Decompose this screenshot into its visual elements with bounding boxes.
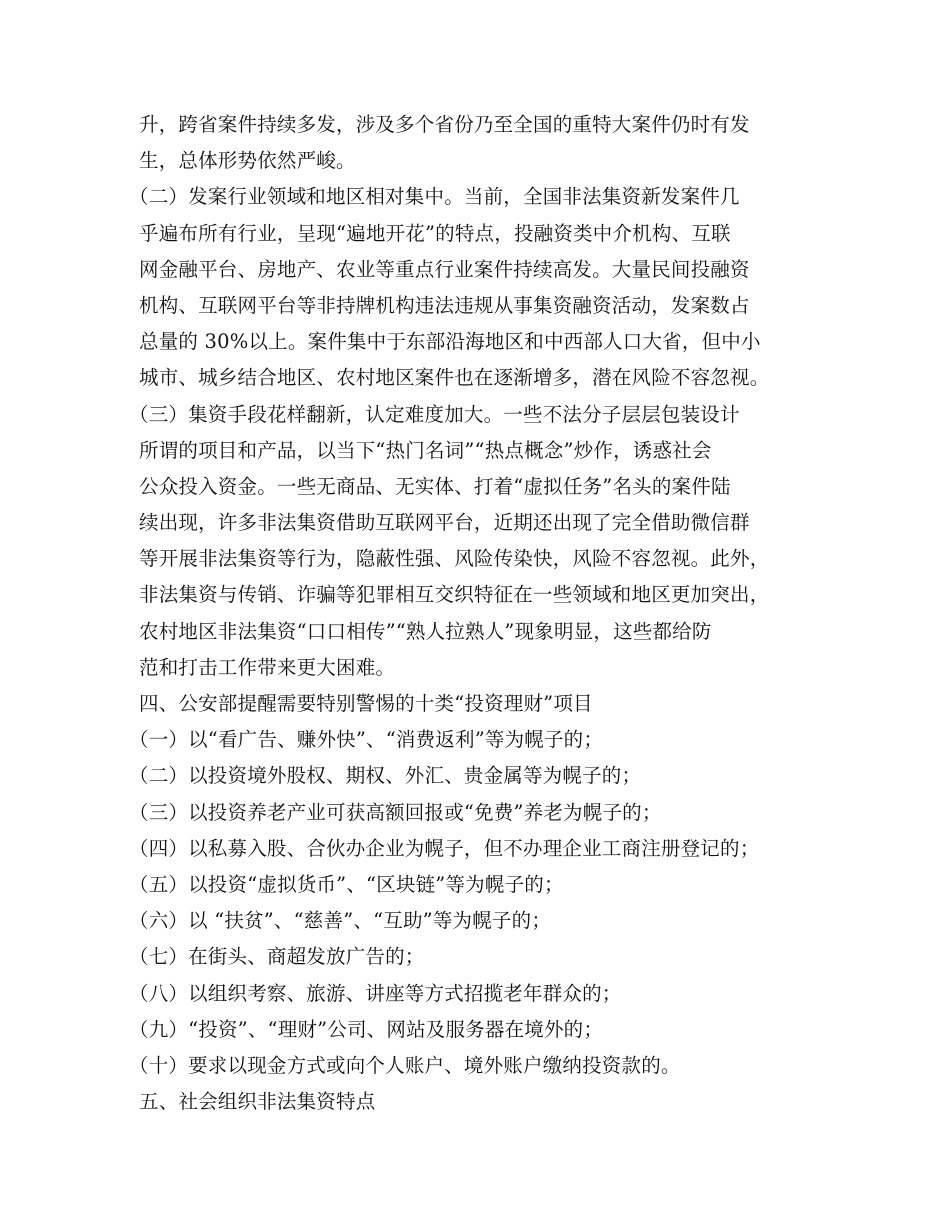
- body-line: 等开展非法集资等行为，隐蔽性强、风险传染快，风险不容忽视。此外，: [139, 547, 770, 571]
- body-line: 农村地区非法集资“口口相传”“熟人拉熟人”现象明显，这些都给防: [139, 619, 712, 643]
- list-item: （十）要求以现金方式或向个人账户、境外账户缴纳投资款的。: [129, 1053, 681, 1077]
- list-item: （九）“投资”、“理财”公司、网站及服务器在境外的；: [129, 1017, 604, 1041]
- body-line: 乎遍布所有行业，呈现“遍地开花”的特点，投融资类中介机构、互联: [139, 221, 731, 245]
- document-body: [129, 107, 829, 1120]
- list-item: （三）以投资养老产业可获高额回报或“免费”养老为幌子的；: [129, 800, 662, 824]
- list-item: （一）以“看广告、赚外快”、“消费返利”等为幌子的；: [129, 728, 604, 752]
- body-line: 机构、互联网平台等非持牌机构违法违规从事集资融资活动，发案数占: [139, 293, 750, 317]
- section-heading-2: （二）发案行业领域和地区相对集中。当前，全国非法集资新发案件几: [129, 185, 740, 209]
- body-line: 公众投入资金。一些无商品、无实体、打着“虚拟任务”名头的案件陆: [139, 474, 731, 498]
- chapter-heading-4: 四、公安部提醒需要特别警惕的十类“投资理财”项目: [139, 692, 593, 715]
- body-line: 网金融平台、房地产、农业等重点行业案件持续高发。大量民间投融资: [139, 257, 750, 281]
- body-line: 范和打击工作带来更大困难。: [139, 655, 396, 679]
- body-line: 所谓的项目和产品，以当下“热门名词”“热点概念”炒作，诱惑社会: [139, 438, 712, 462]
- body-line: 升，跨省案件持续多发，涉及多个省份乃至全国的重特大案件仍时有发: [139, 113, 750, 136]
- body-line: 非法集资与传销、诈骗等犯罪相互交织特征在一些领域和地区更加突出，: [139, 583, 770, 607]
- list-item: （四）以私募入股、合伙办企业为幌子，但不办理企业工商注册登记的；: [129, 836, 760, 860]
- body-line: 生，总体形势依然严峻。: [139, 149, 356, 173]
- list-item: （二）以投资境外股权、期权、外汇、贵金属等为幌子的；: [129, 764, 642, 788]
- body-line: 续出现，许多非法集资借助互联网平台，近期还出现了完全借助微信群: [139, 511, 750, 535]
- list-item: （六）以 “扶贫”、“慈善”、“互助”等为幌子的；: [129, 909, 552, 933]
- section-heading-3: （三）集资手段花样翻新，认定难度加大。一些不法分子层层包装设计: [129, 402, 740, 426]
- body-line: 城市、城乡结合地区、农村地区案件也在逐渐增多，潜在风险不容忽视。: [139, 366, 770, 390]
- body-line: 总量的 30%以上。案件集中于东部沿海地区和中西部人口大省，但中小: [139, 330, 761, 354]
- list-item: （八）以组织考察、旅游、讲座等方式招揽老年群众的；: [129, 981, 622, 1005]
- list-item: （五）以投资“虚拟货币”、“区块链”等为幌子的；: [129, 872, 564, 896]
- chapter-heading-5: 五、社会组织非法集资特点: [139, 1090, 376, 1114]
- list-item: （七）在街头、商超发放广告的；: [129, 945, 425, 969]
